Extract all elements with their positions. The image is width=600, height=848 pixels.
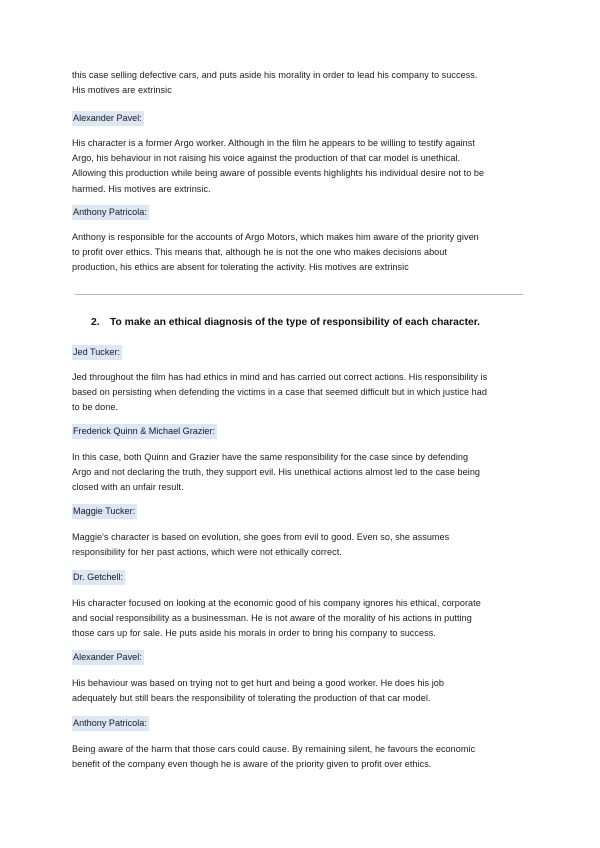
paragraph-alexander-pavel-responsibility <box>72 676 530 706</box>
paragraph-line: this case selling defective cars, and puts aside his morality in order to lead his company to success. <box>72 70 478 80</box>
paragraph-line: Argo, his behaviour in not raising his voice against the production of that car model is unethical. <box>72 153 461 164</box>
paragraph-jed-tucker <box>72 370 530 416</box>
paragraph-anthony-patricola-responsibility <box>72 742 530 772</box>
paragraph-maggie-tucker <box>72 530 530 560</box>
paragraph-line: His behaviour was based on trying not to get hurt and being a good worker. He does his job <box>72 678 445 688</box>
paragraph-line: Argo and not declaring the truth, they support evil. His unethical actions almost led to the case being <box>72 467 481 478</box>
horizontal-divider <box>75 294 523 295</box>
paragraph-line: Allowing this production while being aware of possible events highlights his individual desire not to be <box>72 168 485 179</box>
character-heading-alexander-pavel: Alexander Pavel: <box>72 111 144 126</box>
character-heading-quinn-grazier: Frederick Quinn & Michael Grazier: <box>72 424 217 439</box>
paragraph-line: based on persisting when defending the victims in a case that seemed difficult but in which justice had <box>72 387 487 398</box>
paragraph-line: adequately but still bears the responsibility of tolerating the production of that car model. <box>72 693 431 704</box>
paragraph-line: His motives are extrinsic <box>72 85 172 96</box>
paragraph-line: to be done. <box>72 402 119 413</box>
paragraph-line: production, his ethics are absent for tolerating the activity. His motives are extrinsic <box>72 262 409 273</box>
section-title <box>91 317 480 328</box>
character-heading-jed-tucker: Jed Tucker: <box>72 345 122 360</box>
paragraph-line: In this case, both Quinn and Grazier have the same responsibility for the case since by defending <box>72 452 469 462</box>
paragraph-line: harmed. His motives are extrinsic. <box>72 183 211 194</box>
character-heading-anthony-patricola: Anthony Patricola: <box>72 205 149 220</box>
paragraph-line: benefit of the company even though he is aware of the priority given to profit over ethics. <box>72 759 432 770</box>
character-heading-maggie-tucker: Maggie Tucker: <box>72 504 137 519</box>
section-title-text: To make an ethical diagnosis of the type of responsibility of each character. <box>110 317 481 328</box>
paragraph-line: Jed throughout the film has had ethics in mind and has carried out correct actions. His responsibility is <box>72 372 488 382</box>
paragraph-line: to profit over ethics. This means that, although he is not the one who makes decisions about <box>72 247 447 258</box>
character-heading-alexander-pavel-2: Alexander Pavel: <box>72 650 144 665</box>
paragraph-line: Maggie's character is based on evolution, she goes from evil to good. Even so, she assumes <box>72 532 450 542</box>
paragraph-line: those cars up for sale. He puts aside his morals in order to bring his company to success. <box>72 628 436 639</box>
character-heading-dr-getchell: Dr. Getchell: <box>72 570 125 585</box>
paragraph-line: His character is a former Argo worker. Although in the film he appears to be willing to testify against <box>72 138 475 148</box>
paragraph-alexander-pavel-motives <box>72 136 530 197</box>
paragraph-getchell-continued <box>72 68 530 98</box>
section-number: 2. <box>91 317 100 328</box>
paragraph-line: His character focused on looking at the economic good of his company ignores his ethical, corporate <box>72 598 481 608</box>
paragraph-line: responsibility for her past actions, which were not ethically correct. <box>72 547 342 558</box>
paragraph-anthony-patricola-motives <box>72 230 530 276</box>
paragraph-line: Anthony is responsible for the accounts of Argo Motors, which makes him aware of the priority given <box>72 232 479 242</box>
paragraph-quinn-grazier <box>72 450 530 496</box>
paragraph-line: and social responsibility as a businessman. He is not aware of the morality of his actions in putting <box>72 613 472 624</box>
paragraph-line: Being aware of the harm that those cars could cause. By remaining silent, he favours the economic <box>72 744 476 754</box>
paragraph-line: closed with an unfair result. <box>72 482 184 493</box>
paragraph-dr-getchell <box>72 596 530 642</box>
character-heading-anthony-patricola-2: Anthony Patricola: <box>72 716 149 731</box>
